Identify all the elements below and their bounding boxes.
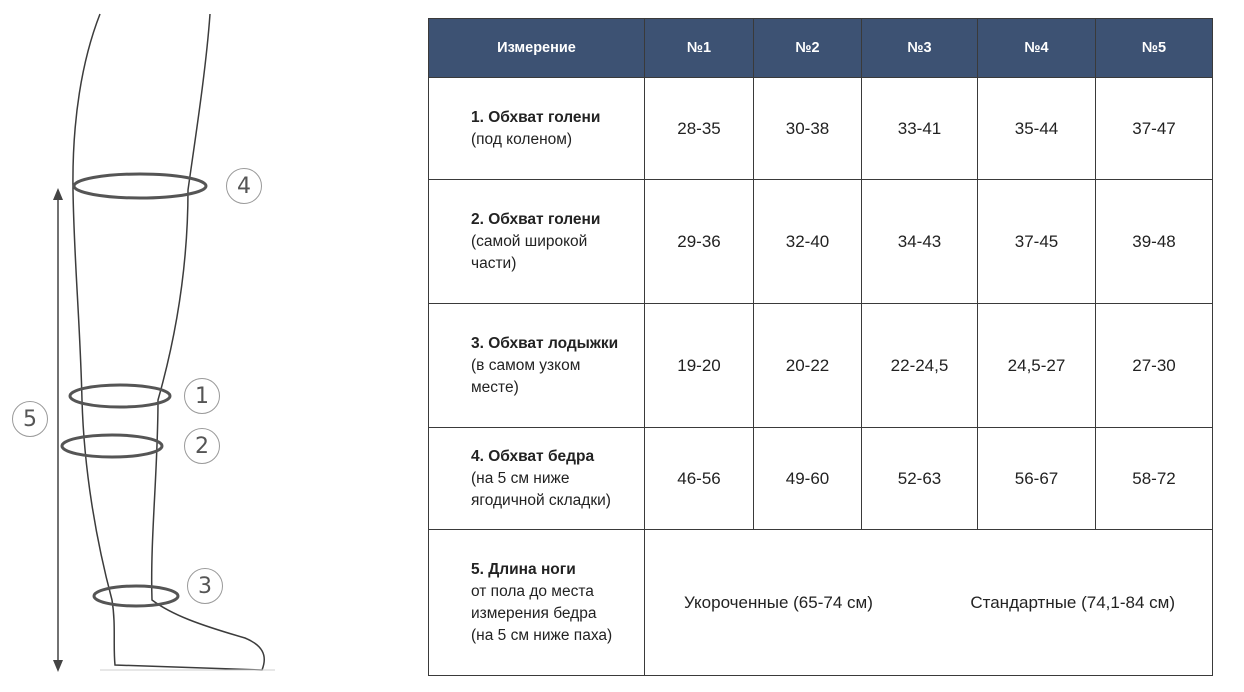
value-cell: 35-44 — [978, 78, 1096, 180]
measurement-title: 2. Обхват голени — [471, 210, 601, 228]
value-cell: 24,5-27 — [978, 304, 1096, 428]
header-size-4: №4 — [978, 19, 1096, 78]
value-cell: 19-20 — [645, 304, 754, 428]
measurement-label — [429, 530, 645, 676]
value-cell: 33-41 — [862, 78, 978, 180]
header-size-5: №5 — [1096, 19, 1213, 78]
size-table — [428, 18, 1213, 676]
measurement-note: (под коленом) — [471, 130, 573, 148]
value-cell: 56-67 — [978, 428, 1096, 530]
value-cell: 34-43 — [862, 180, 978, 304]
callout-5: 5 — [12, 401, 48, 437]
measurement-title: 4. Обхват бедра — [471, 447, 595, 465]
table-row — [429, 78, 1213, 180]
measurement-label — [429, 428, 645, 530]
length-options-cell — [645, 530, 1213, 676]
measurement-title: 5. Длина ноги — [471, 560, 576, 578]
measurement-note: (на 5 см ниже паха) — [471, 626, 613, 644]
value-cell: 27-30 — [1096, 304, 1213, 428]
table-row — [429, 180, 1213, 304]
measurement-note: месте) — [471, 378, 519, 396]
measurement-title: 3. Обхват лодыжки — [471, 334, 619, 352]
value-cell: 49-60 — [754, 428, 862, 530]
header-measurement: Измерение — [429, 19, 645, 78]
measurement-note: (в самом узком — [471, 356, 581, 374]
measurement-note: ягодичной складки) — [471, 491, 611, 509]
value-cell: 30-38 — [754, 78, 862, 180]
callout-2: 2 — [184, 428, 220, 464]
measurement-note: измерения бедра — [471, 604, 597, 622]
value-cell: 46-56 — [645, 428, 754, 530]
value-cell: 39-48 — [1096, 180, 1213, 304]
measurement-note: (самой широкой — [471, 232, 588, 250]
callout-4: 4 — [226, 168, 262, 204]
table-header-row — [429, 19, 1213, 78]
measurement-label — [429, 304, 645, 428]
length-short: Укороченные (65-74 см) — [684, 592, 873, 612]
header-size-2: №2 — [754, 19, 862, 78]
callout-3: 3 — [187, 568, 223, 604]
value-cell: 22-24,5 — [862, 304, 978, 428]
header-size-3: №3 — [862, 19, 978, 78]
measurement-note: от пола до места — [471, 582, 594, 600]
leg-figure — [0, 0, 290, 692]
value-cell: 58-72 — [1096, 428, 1213, 530]
header-size-1: №1 — [645, 19, 754, 78]
length-standard: Стандартные (74,1-84 см) — [970, 592, 1175, 612]
value-cell: 37-47 — [1096, 78, 1213, 180]
table-row — [429, 428, 1213, 530]
measurement-note: части) — [471, 254, 517, 272]
value-cell: 20-22 — [754, 304, 862, 428]
callout-1: 1 — [184, 378, 220, 414]
leg-outline-icon — [0, 0, 290, 692]
table-row — [429, 304, 1213, 428]
length-row — [429, 530, 1213, 676]
value-cell: 28-35 — [645, 78, 754, 180]
value-cell: 37-45 — [978, 180, 1096, 304]
measurement-title: 1. Обхват голени — [471, 108, 601, 126]
measurement-note: (на 5 см ниже — [471, 469, 570, 487]
value-cell: 52-63 — [862, 428, 978, 530]
measurement-label — [429, 78, 645, 180]
value-cell: 32-40 — [754, 180, 862, 304]
measurement-label — [429, 180, 645, 304]
value-cell: 29-36 — [645, 180, 754, 304]
